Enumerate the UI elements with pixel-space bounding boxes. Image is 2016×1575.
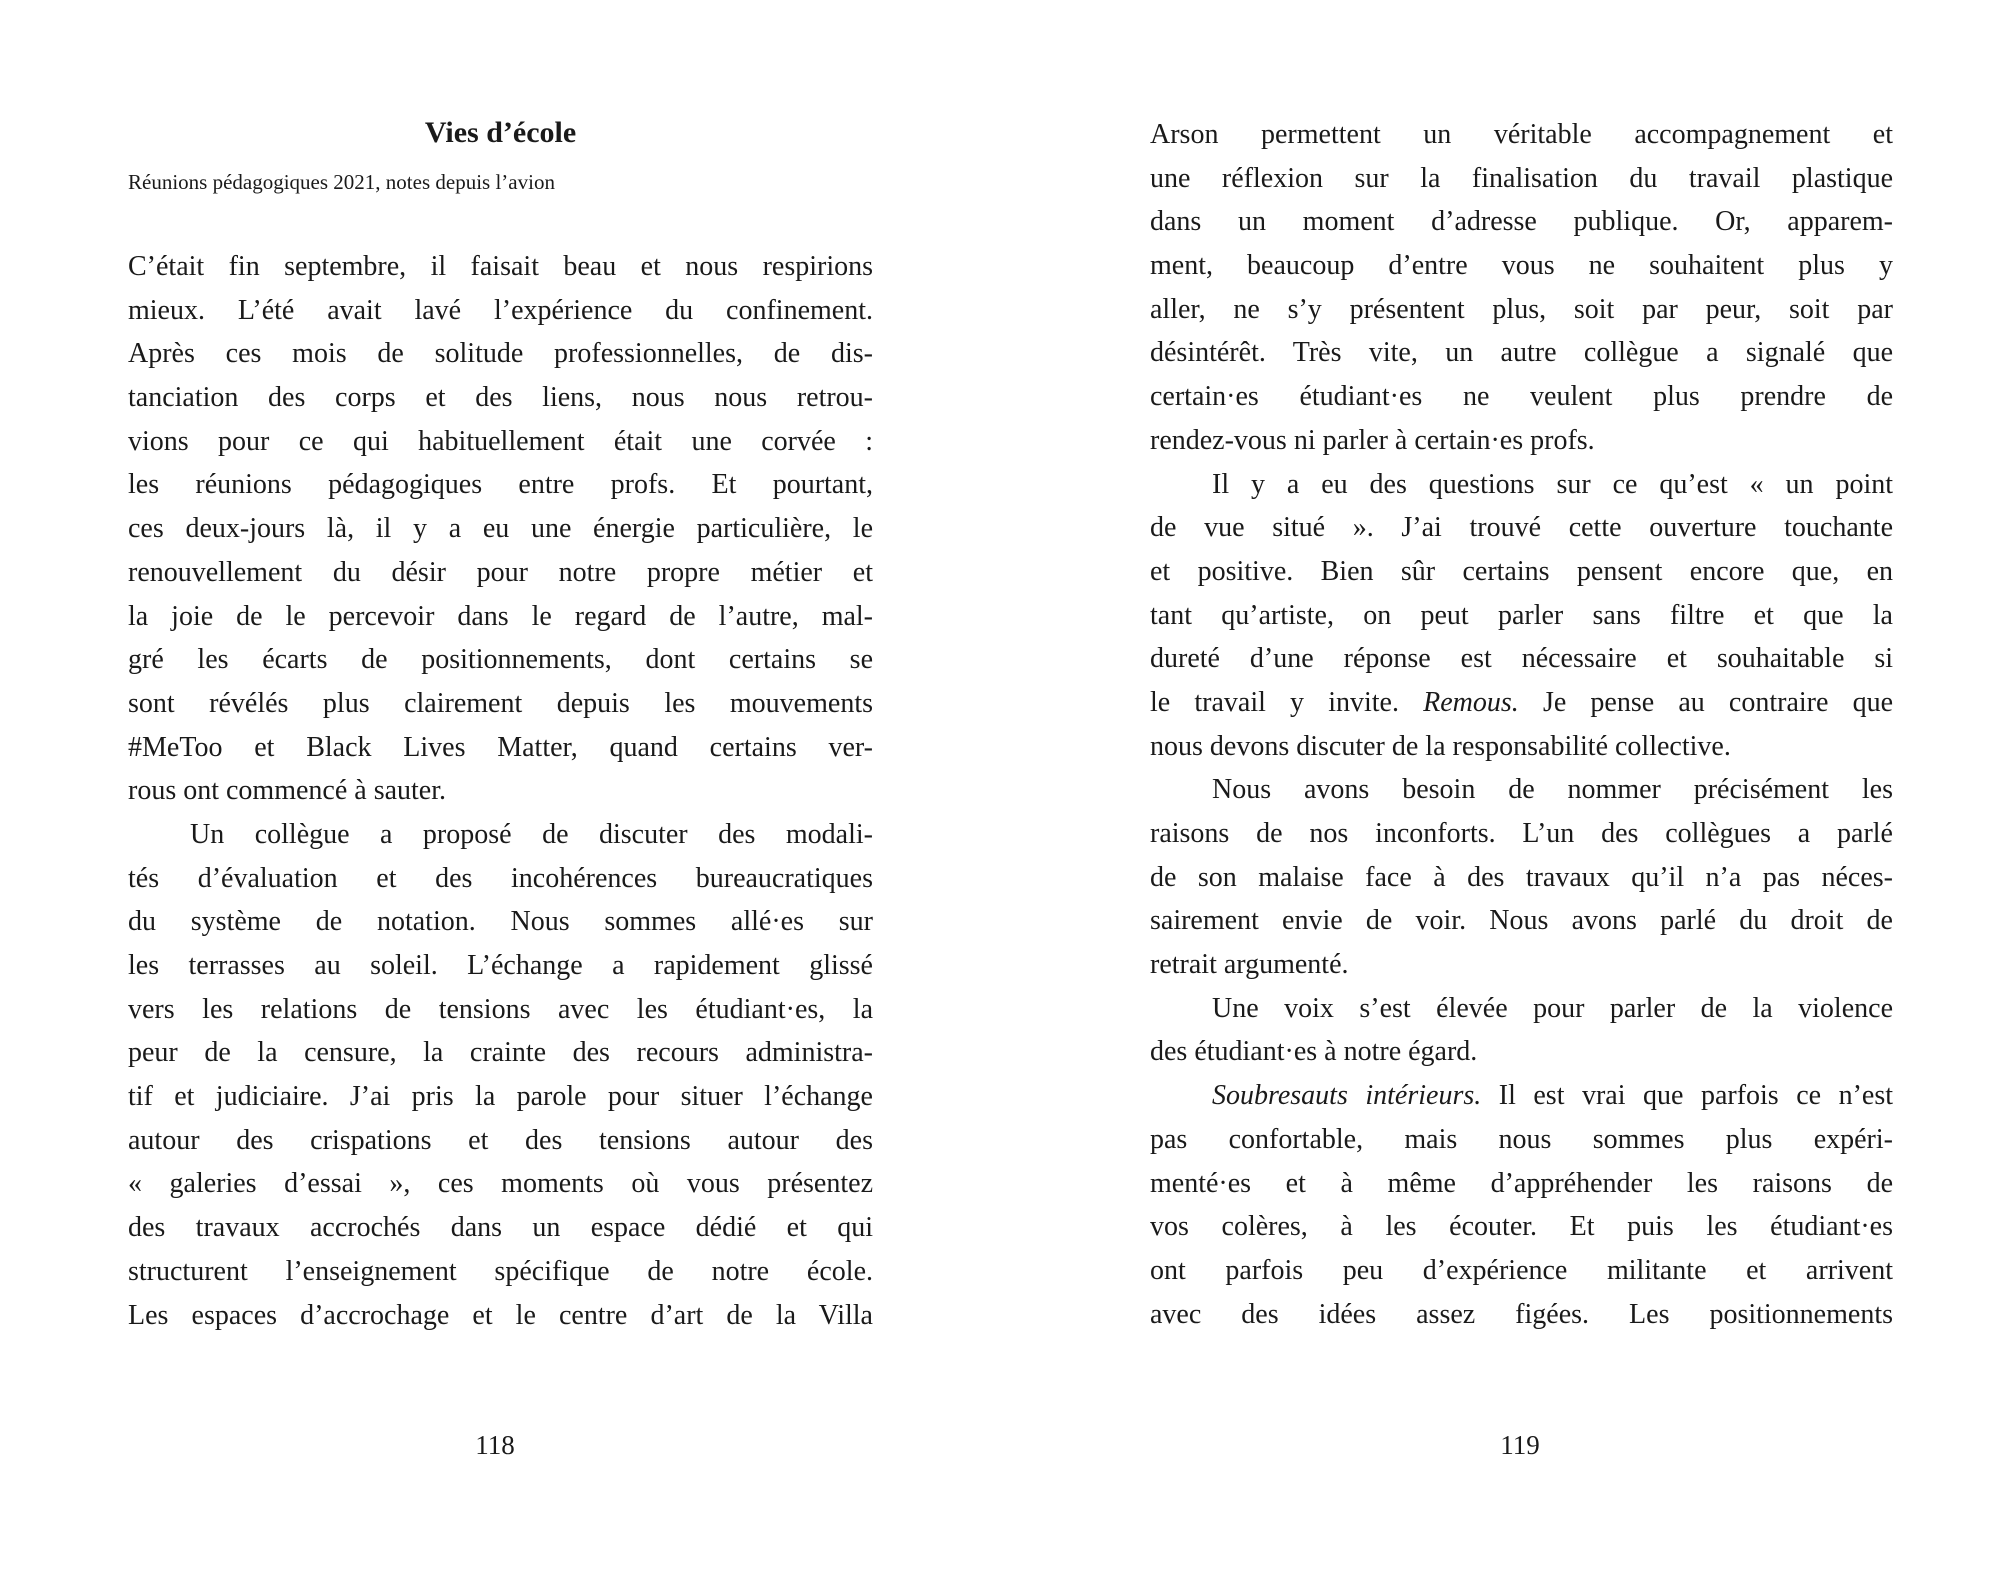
- text-line: renouvellement du désir pour notre propre métier et: [128, 556, 873, 588]
- text-line: tanciation des corps et des liens, nous nous retrou-: [128, 382, 873, 414]
- text-line: Les espaces d’accrochage et le centre d’art de la Villa: [128, 1299, 873, 1331]
- text-line: raisons de nos inconforts. L’un des collègues a parlé: [1150, 818, 1893, 849]
- text-line: [1150, 1074, 1893, 1118]
- text-line: du système de notation. Nous sommes allé·es sur: [128, 906, 873, 938]
- text-line: ont parfois peu d’expérience militante et arrivent: [1150, 1254, 1893, 1286]
- text-line: Nous avons besoin de nommer précisément les: [1212, 774, 1893, 806]
- text-line: [1150, 681, 1893, 725]
- text-line: dans un moment d’adresse publique. Or, apparem-: [1150, 206, 1893, 238]
- text-line: de vue situé ». J’ai trouvé cette ouverture touchante: [1150, 512, 1893, 544]
- text-line: Une voix s’est élevée pour parler de la violence: [1212, 992, 1893, 1024]
- text-segment: le travail y invite.: [1150, 686, 1424, 718]
- text-line: « galeries d’essai », ces moments où vous présentez: [128, 1168, 873, 1200]
- text-line: autour des crispations et des tensions autour des: [128, 1124, 873, 1156]
- text-line: Un collègue a proposé de discuter des modali-: [190, 818, 873, 850]
- text-line: Arson permettent un véritable accompagnement et: [1150, 119, 1893, 150]
- text-line: rendez-vous ni parler à certain·es profs.: [1150, 424, 1595, 456]
- text-line: structurent l’enseignement spécifique de notre école.: [128, 1255, 873, 1287]
- text-line: la joie de le percevoir dans le regard de l’autre, mal-: [128, 600, 873, 632]
- text-line: Après ces mois de solitude professionnelles, de dis-: [128, 338, 873, 370]
- text-line: tés d’évaluation et des incohérences bureaucratiques: [128, 862, 873, 894]
- right-page: [1008, 0, 2016, 1575]
- italic-text: Remous.: [1423, 686, 1519, 718]
- text-line: menté·es et à même d’appréhender les raisons de: [1150, 1167, 1893, 1199]
- text-line: sairement envie de voir. Nous avons parlé du droit de: [1150, 905, 1893, 937]
- chapter-title: Vies d’école: [424, 116, 577, 149]
- text-line: gré les écarts de positionnements, dont certains se: [128, 644, 873, 676]
- text-line: pas confortable, mais nous sommes plus expéri-: [1150, 1123, 1893, 1155]
- text-line: désintérêt. Très vite, un autre collègue a signalé que: [1150, 337, 1893, 369]
- text-line: C’était fin septembre, il faisait beau et nous respirions: [128, 251, 873, 282]
- text-line: ces deux-jours là, il y a eu une énergie particulière, le: [128, 513, 873, 545]
- body-text: [128, 245, 873, 1337]
- page-number: 119: [1500, 1430, 1540, 1460]
- text-line: mieux. L’été avait lavé l’expérience du confinement.: [128, 294, 873, 326]
- text-line: tant qu’artiste, on peut parler sans filtre et que la: [1150, 599, 1893, 631]
- text-line: rous ont commencé à sauter.: [128, 775, 447, 807]
- text-line: les réunions pédagogiques entre profs. Et pourtant,: [128, 469, 873, 501]
- text-line: dureté d’une réponse est nécessaire et souhaitable si: [1150, 643, 1893, 675]
- text-line: les terrasses au soleil. L’échange a rapidement glissé: [128, 950, 873, 981]
- text-line: tif et judiciaire. J’ai pris la parole pour situer l’échange: [128, 1081, 873, 1113]
- text-line: peur de la censure, la crainte des recours administra-: [128, 1037, 873, 1069]
- text-line: certain·es étudiant·es ne veulent plus prendre de: [1150, 381, 1893, 413]
- text-line: vers les relations de tensions avec les étudiant·es, la: [128, 993, 873, 1025]
- text-segment: Je pense au contraire que: [1518, 686, 1893, 718]
- text-line: une réflexion sur la finalisation du travail plastique: [1150, 162, 1893, 194]
- text-line: ment, beaucoup d’entre vous ne souhaitent plus y: [1150, 250, 1893, 282]
- text-line: vos colères, à les écouter. Et puis les étudiant·es: [1150, 1211, 1893, 1243]
- text-line: vions pour ce qui habituellement était une corvée :: [128, 425, 873, 457]
- text-line: des étudiant·es à notre égard.: [1150, 1036, 1478, 1068]
- text-line: Il y a eu des questions sur ce qu’est « un point: [1212, 468, 1893, 500]
- text-line: retrait argumenté.: [1150, 949, 1349, 981]
- text-line: avec des idées assez figées. Les positionnements: [1150, 1298, 1893, 1330]
- text-line: et positive. Bien sûr certains pensent encore que, en: [1150, 555, 1893, 587]
- text-line: #MeToo et Black Lives Matter, quand certains ver-: [128, 731, 873, 763]
- body-text: [1150, 113, 1893, 1336]
- text-line: aller, ne s’y présentent plus, soit par peur, soit par: [1150, 293, 1893, 325]
- page-number: 118: [475, 1430, 515, 1460]
- text-line: des travaux accrochés dans un espace dédié et qui: [128, 1212, 873, 1244]
- chapter-subtitle: Réunions pédagogiques 2021, notes depuis l’avion: [128, 170, 555, 194]
- italic-text: Soubresauts intérieurs.: [1212, 1080, 1482, 1112]
- text-line: sont révélés plus clairement depuis les mouvements: [128, 687, 873, 719]
- text-segment: Il est vrai que parfois ce n’est: [1481, 1080, 1893, 1112]
- text-line: de son malaise face à des travaux qu’il n’a pas néces-: [1150, 861, 1893, 893]
- text-line: nous devons discuter de la responsabilité collective.: [1150, 730, 1731, 762]
